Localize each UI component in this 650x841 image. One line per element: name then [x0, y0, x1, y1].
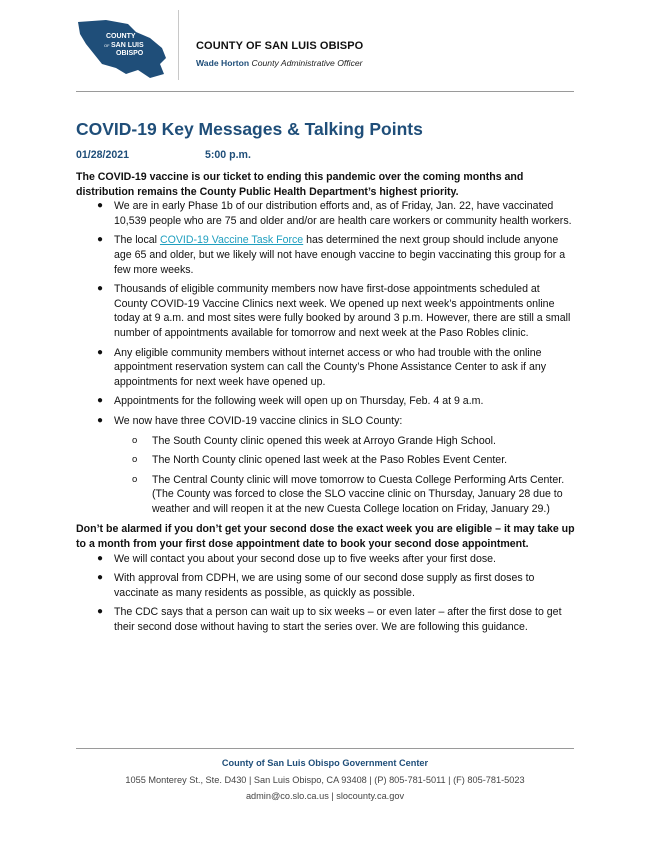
circle-bullet-icon: o: [132, 454, 138, 466]
bullet-icon: ●: [97, 395, 104, 407]
list-item: [76, 394, 576, 409]
page-title: COVID-19 Key Messages & Talking Points: [76, 119, 423, 139]
sub-list-item-text: The Central County clinic will move tomorrow to Cuesta College Performing Arts Center. (The County was forced to close the SLO vaccine clinic on Thursday, January 28 due to weather and will reopen it at the new Cuesta College location on Friday, January 29.): [152, 473, 565, 515]
list-item: [76, 414, 576, 517]
list-item: [76, 199, 576, 228]
officer-line: [196, 58, 363, 68]
bullet-icon: ●: [97, 346, 104, 358]
vaccine-task-force-link[interactable]: COVID-19 Vaccine Task Force: [159, 234, 304, 247]
list-item-text: With approval from CDPH, we are using some of our second dose supply as first doses to vaccinate as many residents as possible, as quickly as possible.: [114, 572, 535, 599]
date-line: [76, 149, 251, 161]
bullet-icon: ●: [97, 572, 104, 584]
circle-bullet-icon: o: [132, 434, 138, 446]
circle-bullet-icon: o: [132, 473, 138, 485]
footer-rule: [76, 748, 574, 749]
list-item-text: has determined the next group should include anyone age 65 and older, but we likely will not have enough vaccine to begin vaccinating this group for a few more weeks.: [114, 234, 566, 276]
county-logo: [76, 18, 168, 80]
org-name: COUNTY OF SAN LUIS OBISPO: [196, 40, 364, 52]
list-item-text: Any eligible community members without internet access or who had trouble with the online appointment reservation system can call the County’s Phone Assistance Center to ask if any appointments for next week have opened up.: [114, 346, 547, 388]
list-item-text: Appointments for the following week will open up on Thursday, Feb. 4 at 9 a.m.: [114, 395, 484, 408]
list-item: [76, 346, 576, 390]
list-item: [76, 571, 576, 600]
list-item-text: Thousands of eligible community members now have first-dose appointments scheduled at County COVID-19 Vaccine Clinics next week. We opened up next week’s appointments online today at 9 a.m. and most sites were fully booked by around 3 p.m. However, there are still a small number of appointments available for tomorrow and next week at the Paso Robles clinic.: [114, 283, 571, 339]
list-item-text: We are in early Phase 1b of our distribution efforts and, as of Friday, Jan. 22, have vaccinated 10,539 people who are 75 and older and/or are health care workers or community health workers.: [114, 200, 572, 227]
sub-list-item: [114, 473, 576, 517]
logo-line-3: SAN LUIS: [111, 42, 144, 49]
sub-list-item-text: The North County clinic opened last week at the Paso Robles Event Center.: [152, 454, 508, 467]
list-item: [76, 605, 576, 634]
list-item-text: We will contact you about your second dose up to five weeks after your first dose.: [114, 552, 496, 565]
time: 5:00 p.m.: [205, 149, 251, 161]
list-item: [76, 233, 576, 277]
date: 01/28/2021: [76, 149, 130, 161]
bullet-icon: ●: [97, 234, 104, 246]
logo-line-4: OBISPO: [116, 50, 144, 57]
sub-list-item-text: The South County clinic opened this week at Arroyo Grande High School.: [152, 434, 496, 447]
sub-list-item: [114, 453, 576, 468]
bullet-icon: ●: [97, 414, 104, 426]
list-item-text: We now have three COVID-19 vaccine clinics in SLO County:: [114, 414, 403, 427]
bullet-icon: ●: [97, 200, 104, 212]
officer-name: Wade Horton: [196, 58, 250, 68]
bullet-icon: ●: [97, 606, 104, 618]
section-1-lead: The COVID-19 vaccine is our ticket to ending this pandemic over the coming months and distribution remains the County Public Health Department’s highest priority.: [76, 171, 524, 198]
list-item: [76, 552, 576, 567]
header-rule: [76, 91, 574, 92]
list-item-text: The CDC says that a person can wait up to six weeks – or even later – after the first dose to get their second dose without having to start the series over. We are following this guidance.: [114, 606, 562, 634]
content: [76, 170, 576, 635]
clinic-sublist: [114, 434, 576, 517]
section-2-list: [76, 552, 576, 635]
footer-title: County of San Luis Obispo Government Center: [221, 758, 429, 768]
section-1-list: [76, 199, 576, 516]
footer-address: 1055 Monterey St., Ste. D430 | San Luis Obispo, CA 93408 | (P) 805-781-5011 | (F) 805-781-5023: [125, 775, 525, 785]
logo-line-2: OF: [104, 43, 110, 48]
footer-contact: admin@co.slo.ca.us | slocounty.ca.gov: [245, 791, 405, 801]
list-item-text: The local: [114, 234, 160, 247]
header-divider: [178, 10, 179, 80]
list-item: [76, 282, 576, 340]
bullet-icon: ●: [97, 552, 104, 564]
bullet-icon: ●: [97, 283, 104, 295]
section-2-lead: Don’t be alarmed if you don’t get your second dose the exact week you are eligible – it may take up to a month from your first dose appointment date to book your second dose appointment.: [76, 523, 575, 551]
officer-title: County Administrative Officer: [251, 58, 363, 68]
sub-list-item: [114, 434, 576, 449]
county-map-shape: [78, 20, 166, 78]
logo-line-1: COUNTY: [106, 33, 136, 40]
